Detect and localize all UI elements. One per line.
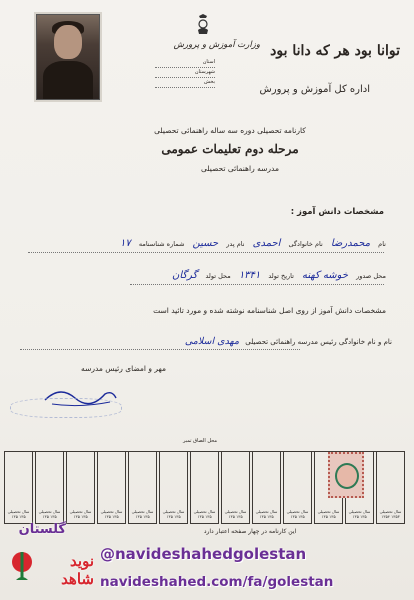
stamp-area-label: محل الصاق تمبر bbox=[182, 438, 218, 444]
student-row-1 bbox=[26, 238, 386, 256]
ministry-name: وزارت آموزش و پرورش bbox=[173, 40, 260, 50]
row-1-underline bbox=[28, 252, 384, 253]
school-label: مدرسه راهنمائی تحصیلی bbox=[201, 164, 279, 173]
student-section-title: مشخصات دانش آموز : bbox=[290, 207, 384, 217]
revenue-stamp-icon bbox=[328, 452, 364, 498]
birth-date-value: ۱۳۴۱ bbox=[238, 270, 261, 281]
table-cell: سال تحصیلی ۱۳۵ ۱۳۵ bbox=[283, 451, 312, 524]
school-seal bbox=[10, 398, 122, 418]
watermark-url[interactable]: navideshahed.com/fa/golestan bbox=[100, 574, 334, 590]
confirmation-text: مشخصات دانش آموز از روی اصل شناسنامه نوشته شده و مورد تائید است bbox=[153, 306, 386, 315]
main-title: مرحله دوم تعلیمات عمومی bbox=[161, 142, 299, 156]
id-value: ۱۷ bbox=[120, 238, 131, 249]
table-cell: سال تحصیلی ۱۳۵ ۱۳۵ bbox=[4, 451, 33, 524]
province-field: استان bbox=[155, 58, 215, 68]
issue-value: خوشه کهنه bbox=[302, 270, 349, 281]
table-cell: سال تحصیلی ۱۳۵ ۱۳۵ bbox=[252, 451, 281, 524]
logo-province-text: گلستان bbox=[18, 522, 66, 537]
seal-label: مهر و امضای رئیس مدرسه bbox=[81, 364, 166, 373]
table-cell: سال تحصیلی ۱۳۵ ۱۳۵ bbox=[314, 451, 343, 524]
birth-place-label: محل تولد bbox=[205, 272, 231, 280]
district-field: بخش bbox=[155, 78, 215, 88]
table-cell: سال تحصیلی ۱۳۵ ۱۳۵ bbox=[221, 451, 250, 524]
principal-value: مهدی اسلامی bbox=[184, 336, 240, 347]
table-cell: سال تحصیلی ۱۳۵ ۱۳۵ bbox=[190, 451, 219, 524]
student-row-2 bbox=[26, 270, 386, 288]
id-label: شماره شناسنامه bbox=[138, 240, 185, 248]
principal-row bbox=[12, 336, 392, 347]
principal-label: نام و نام خانوادگی رئیس مدرسه راهنمائی تحصیلی bbox=[245, 338, 392, 346]
subtitle: کارنامه تحصیلی دوره سه ساله راهنمائی تحصیلی bbox=[154, 126, 306, 135]
student-photo bbox=[36, 14, 100, 100]
logo-brand-text: نوید شاهد bbox=[61, 552, 94, 588]
lion-and-sun-emblem-icon bbox=[195, 14, 211, 36]
table-cell: سال تحصیلی ۱۳۵۳ ۱۳۵۴ bbox=[376, 451, 405, 524]
footer-note: این کارنامه در چهار صفحه اعتبار دارد bbox=[203, 528, 297, 535]
city-field: شهرستان bbox=[155, 68, 215, 78]
table-cell: سال تحصیلی ۱۳۵ ۱۳۵ bbox=[66, 451, 95, 524]
birth-date-label: تاریخ تولد bbox=[268, 272, 294, 280]
table-cell: سال تحصیلی ۱۳۵ ۱۳۵ bbox=[128, 451, 157, 524]
navideshahed-logo-icon bbox=[4, 522, 98, 598]
logo-mark bbox=[8, 540, 96, 594]
name-label: نام bbox=[378, 240, 386, 248]
father-label: نام پدر bbox=[226, 240, 245, 248]
office-name: اداره کل آموزش و پرورش bbox=[259, 84, 370, 95]
birth-place-value: گرگان bbox=[171, 270, 198, 281]
father-value: حسین bbox=[192, 238, 219, 249]
table-cell: سال تحصیلی ۱۳۵ ۱۳۵ bbox=[159, 451, 188, 524]
name-value: محمدرضا bbox=[330, 238, 371, 249]
principal-underline bbox=[20, 349, 300, 350]
family-value: احمدی bbox=[252, 238, 281, 249]
family-label: نام خانوادگی bbox=[288, 240, 323, 248]
watermark-handle: @navideshahedgolestan bbox=[100, 545, 307, 563]
motto: توانا بود هر که دانا بود bbox=[270, 43, 400, 59]
row-2-underline bbox=[130, 284, 384, 285]
table-cell: سال تحصیلی ۱۳۵ ۱۳۵ bbox=[345, 451, 374, 524]
table-cell: سال تحصیلی ۱۳۵ ۱۳۵ bbox=[35, 451, 64, 524]
issue-label: محل صدور bbox=[356, 272, 386, 280]
table-cell: سال تحصیلی ۱۳۵ ۱۳۵ bbox=[97, 451, 126, 524]
